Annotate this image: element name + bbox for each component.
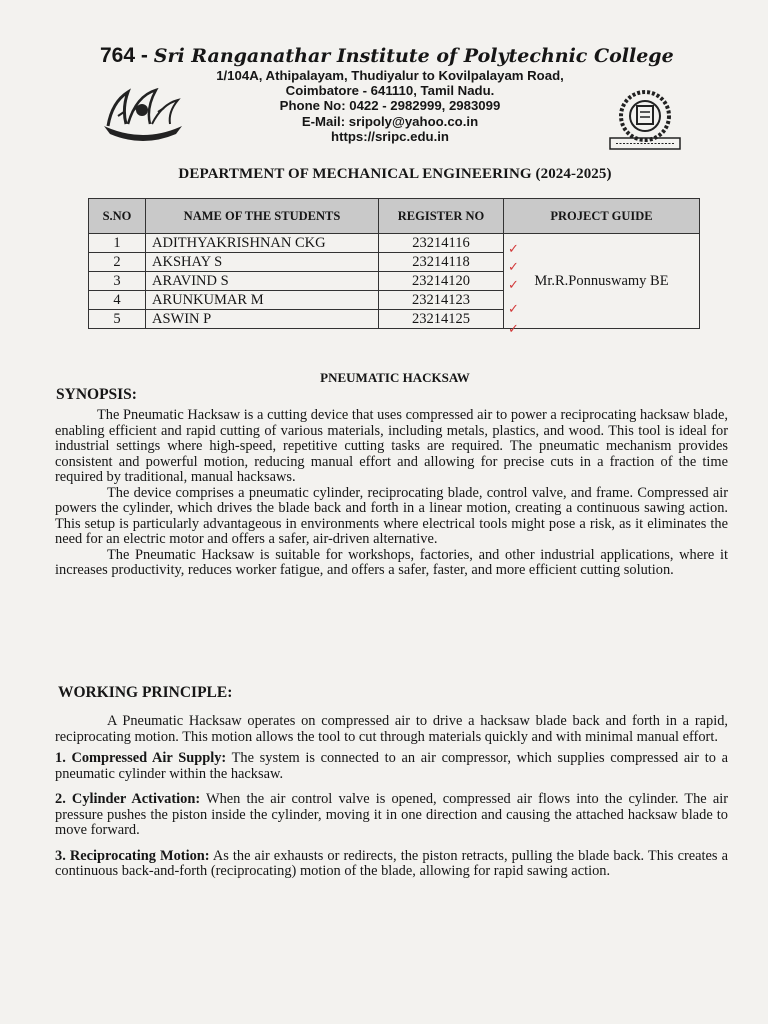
table-header-row xyxy=(89,199,700,234)
cell-name: ARAVIND S xyxy=(146,272,379,291)
cell-sno: 5 xyxy=(89,310,146,329)
col-guide: PROJECT GUIDE xyxy=(504,199,700,234)
cell-name: ADITHYAKRISHNAN CKG xyxy=(146,234,379,253)
cell-name: ARUNKUMAR M xyxy=(146,291,379,310)
website-line: https://sripc.edu.in xyxy=(331,128,449,144)
cell-guide xyxy=(504,234,700,336)
working-item-1-text: The system is connected to an air compressor, which supplies compressed air to a pneumatic cylinder within the hacksaw. xyxy=(55,750,728,782)
tick-mark-icon: ✓ xyxy=(508,321,519,336)
synopsis-paragraph-3: The Pneumatic Hacksaw is suitable for workshops, factories, and other industrial applications, where it increases productivity, reduces worker fatigue, and offers a safer, faster, and more efficient cutting solution. xyxy=(55,546,728,578)
working-principle-section xyxy=(55,714,728,880)
seal-logo-icon xyxy=(604,86,686,154)
tick-mark-icon: ✓ xyxy=(508,241,519,256)
synopsis-paragraph-1: The Pneumatic Hacksaw is a cutting device that uses compressed air to power a reciprocating hacksaw blade, enabling efficient and rapid cutting of various materials, including metals, plastics, and wood. This tool is ideal for industrial settings where high-speed, repetitive cutting tasks are required. The pneumatic mechanism provides consistent and powerful motion, reducing manual effort and allowing for precise cuts in a fraction of the time required by traditional, manual hacksaws. xyxy=(55,407,728,485)
col-sno: S.NO xyxy=(89,199,146,234)
cell-sno: 2 xyxy=(89,253,146,272)
college-name: Sri Ranganathar Institute of Polytechnic College xyxy=(153,45,674,67)
cell-sno: 1 xyxy=(89,234,146,253)
col-register: REGISTER NO xyxy=(379,199,504,234)
phone-line: Phone No: 0422 - 2982999, 2983099 xyxy=(279,98,501,114)
synopsis-section xyxy=(55,408,728,579)
table-row xyxy=(89,234,700,253)
cell-sno: 4 xyxy=(89,291,146,310)
working-item-1-label: 1. Compressed Air Supply: xyxy=(55,750,227,766)
synopsis-heading: SYNOPSIS: xyxy=(56,386,137,403)
working-item-3-text: As the air exhausts or redirects, the piston retracts, pulling the blade back. This creates a continuous back-and-forth (reciprocating) motion of the blade, allowing for rapid sawing action. xyxy=(55,847,728,879)
cell-register: 23214118 xyxy=(379,253,504,272)
working-item-2 xyxy=(55,792,728,839)
email-line: E-Mail: sripoly@yahoo.co.in xyxy=(301,113,479,129)
working-item-3-label: 3. Reciprocating Motion: xyxy=(55,847,210,864)
working-item-2-label: 2. Cylinder Activation: xyxy=(55,791,201,807)
cell-name: AKSHAY S xyxy=(146,253,379,272)
tick-mark-icon: ✓ xyxy=(508,259,519,274)
working-item-2-text: When the air control valve is opened, compressed air flows into the cylinder. The air pressure pushes the piston inside the cylinder, moving it in one direction and causing the attached hacksaw blade to move forward. xyxy=(55,791,729,838)
working-item-3 xyxy=(55,849,728,880)
letterhead-contact xyxy=(150,68,630,144)
students-table xyxy=(88,198,700,336)
cell-register: 23214116 xyxy=(379,234,504,253)
project-title: PNEUMATIC HACKSAW xyxy=(320,370,470,385)
cell-sno: 3 xyxy=(89,272,146,291)
address-line-2: Coimbatore - 641110, Tamil Nadu. xyxy=(285,83,495,99)
col-name: NAME OF THE STUDENTS xyxy=(146,199,379,234)
project-guide-name: Mr.R.Ponnuswamy BE xyxy=(534,273,669,289)
college-title xyxy=(100,44,700,68)
working-item-1 xyxy=(55,751,728,782)
cell-register: 23214123 xyxy=(379,291,504,310)
cell-register: 23214125 xyxy=(379,310,504,329)
address-line-1: 1/104A, Athipalayam, Thudiyalur to Kovilpalayam Road, xyxy=(216,68,564,83)
working-intro: A Pneumatic Hacksaw operates on compressed air to drive a hacksaw blade back and forth in a rapid, reciprocating motion. This motion allows the tool to cut through materials quickly and with minimal manual effort. xyxy=(55,713,728,745)
cell-register: 23214120 xyxy=(379,272,504,291)
working-principle-heading: WORKING PRINCIPLE: xyxy=(58,684,233,701)
department-heading: DEPARTMENT OF MECHANICAL ENGINEERING (2024-2025) xyxy=(178,166,612,182)
cell-name: ASWIN P xyxy=(146,310,379,329)
tick-mark-icon: ✓ xyxy=(508,301,519,316)
college-code: 764 - xyxy=(100,44,148,67)
tick-mark-icon: ✓ xyxy=(508,277,519,292)
synopsis-paragraph-2: The device comprises a pneumatic cylinder, reciprocating blade, control valve, and frame. Compressed air powers the cylinder, which drives the blade back and forth in a linear motion, creating a continuous sawing action. This setup is particularly advantageous in environments where electrical tools might pose a risk, as it eliminates the need for an electric motor and offers a safer, air-driven alternative. xyxy=(55,484,728,547)
